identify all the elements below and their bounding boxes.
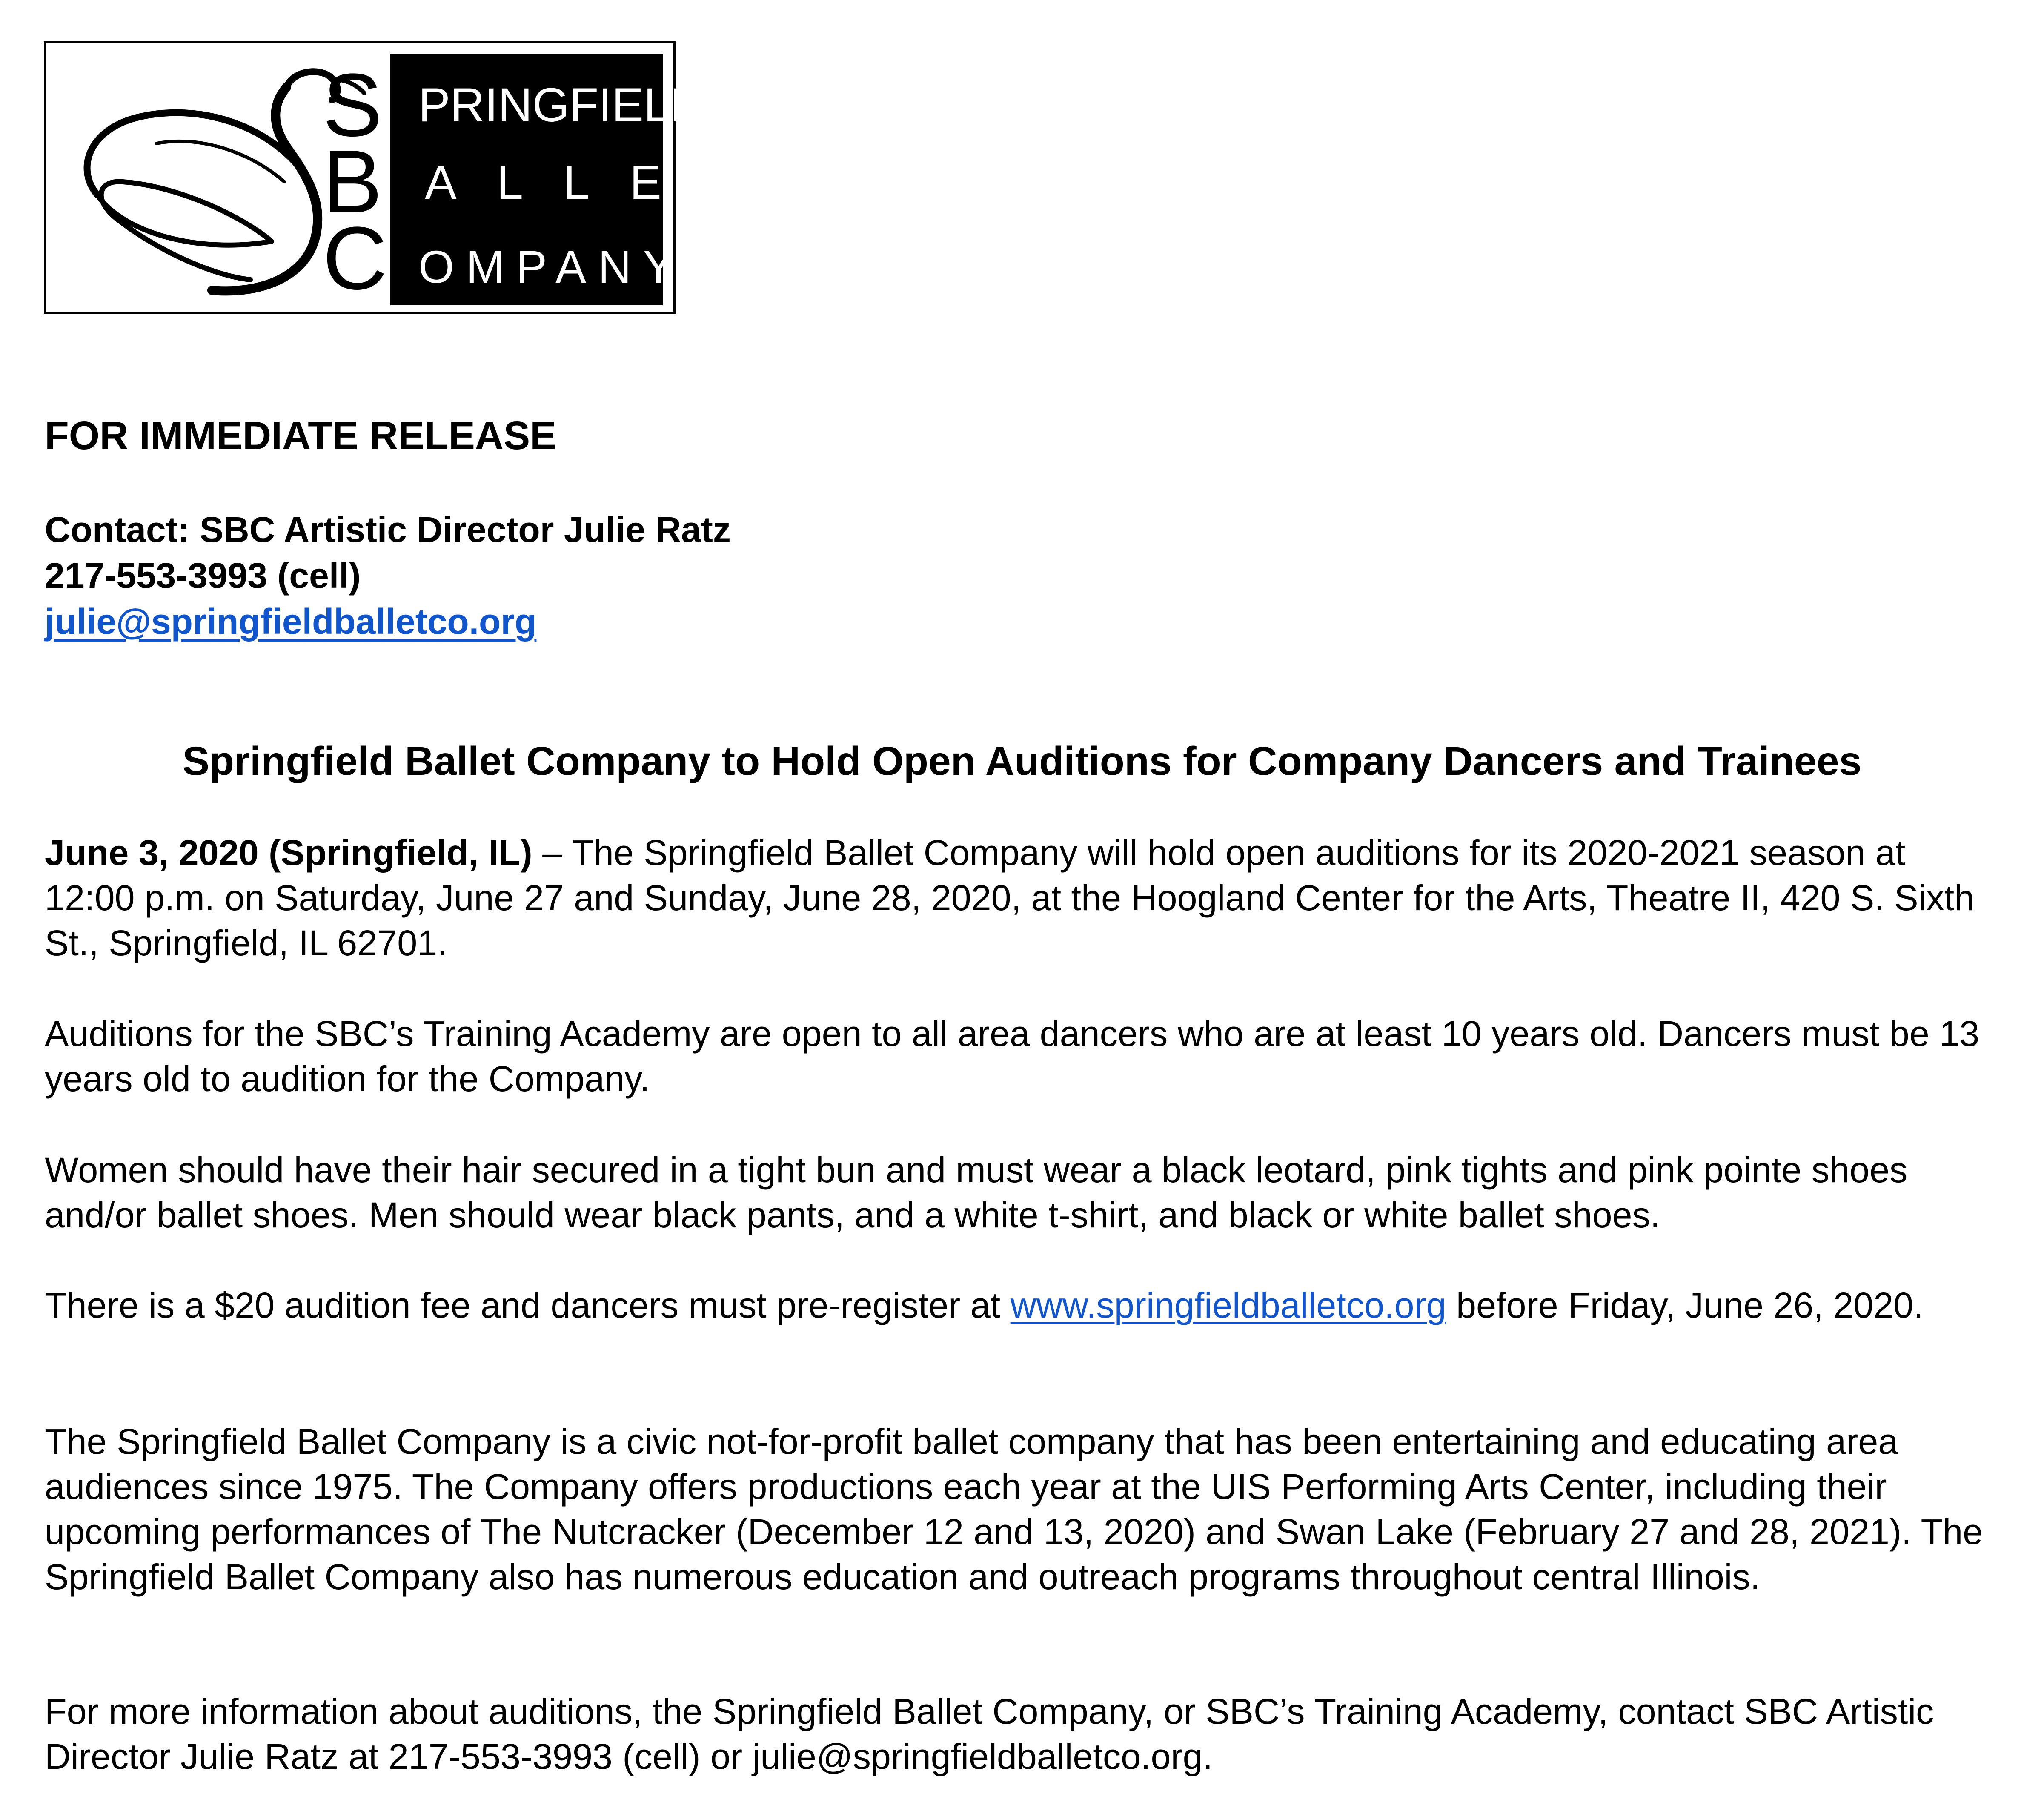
dateline: June 3, 2020 (Springfield, IL)	[45, 833, 532, 873]
paragraph-1-text: – The Springfield Ballet Company will hold open auditions for its 2020-2021 season at 12:00 p.m. on Saturday, June 27 and Sunday, June 28, 2020, at the Hoogland Center for the Arts, Theatre II, 420 S. Sixth St., Springfield, IL 62701.	[45, 833, 1975, 963]
contact-line: Contact: SBC Artistic Director Julie Ratz	[45, 510, 731, 550]
logo-initial-s: S	[323, 55, 383, 155]
logo-word-springfield: PRINGFIELD	[418, 78, 705, 132]
paragraph-4-text-b: before Friday, June 26, 2020.	[1446, 1285, 1924, 1325]
logo	[44, 41, 771, 314]
paragraph-6: For more information about auditions, the Springfield Ballet Company, or SBC’s Training Academy, contact SBC Artistic Director Julie Ratz at 217-553-3993 (cell) or julie@springfieldballetco.org.	[45, 1691, 1934, 1776]
logo-initial-b: B	[323, 132, 383, 232]
logo-word-ballet: ALLET	[425, 156, 771, 209]
logo-word-company: OMPANY	[418, 241, 686, 292]
paragraph-5: The Springfield Ballet Company is a civic not-for-profit ballet company that has been entertaining and educating area audiences since 1975. The Company offers productions each year at the UIS Performing Arts Center, including their upcoming performances of The Nutcracker (December 12 and 13, 2020) and Swan Lake (February 27 and 28, 2021). The Springfield Ballet Company also has numerous education and outreach programs throughout central Illinois.	[45, 1421, 1983, 1597]
phone-line: 217-553-3993 (cell)	[45, 556, 361, 596]
paragraph-2: Auditions for the SBC’s Training Academy are open to all area dancers who are at least 10 years old. Dancers must be 13 years old to audition for the Company.	[45, 1014, 1980, 1099]
paragraph-3: Women should have their hair secured in a tight bun and must wear a black leotard, pink tights and pink pointe shoes and/or ballet shoes. Men should wear black pants, and a white t-shirt, and black or white ballet shoes.	[45, 1150, 1908, 1235]
paragraph-4-text-a: There is a $20 audition fee and dancers must pre-register at	[45, 1285, 1011, 1325]
website-link[interactable]: www.springfieldballetco.org	[1010, 1285, 1446, 1325]
contact-block	[45, 507, 1999, 645]
page-title: Springfield Ballet Company to Hold Open Auditions for Company Dancers and Trainees	[182, 739, 1862, 784]
paragraph-4	[45, 1283, 1999, 1328]
logo-initial-c: C	[323, 208, 387, 308]
paragraph-1	[45, 830, 1999, 966]
email-link[interactable]: julie@springfieldballetco.org	[45, 602, 537, 642]
release-label: FOR IMMEDIATE RELEASE	[45, 413, 557, 458]
